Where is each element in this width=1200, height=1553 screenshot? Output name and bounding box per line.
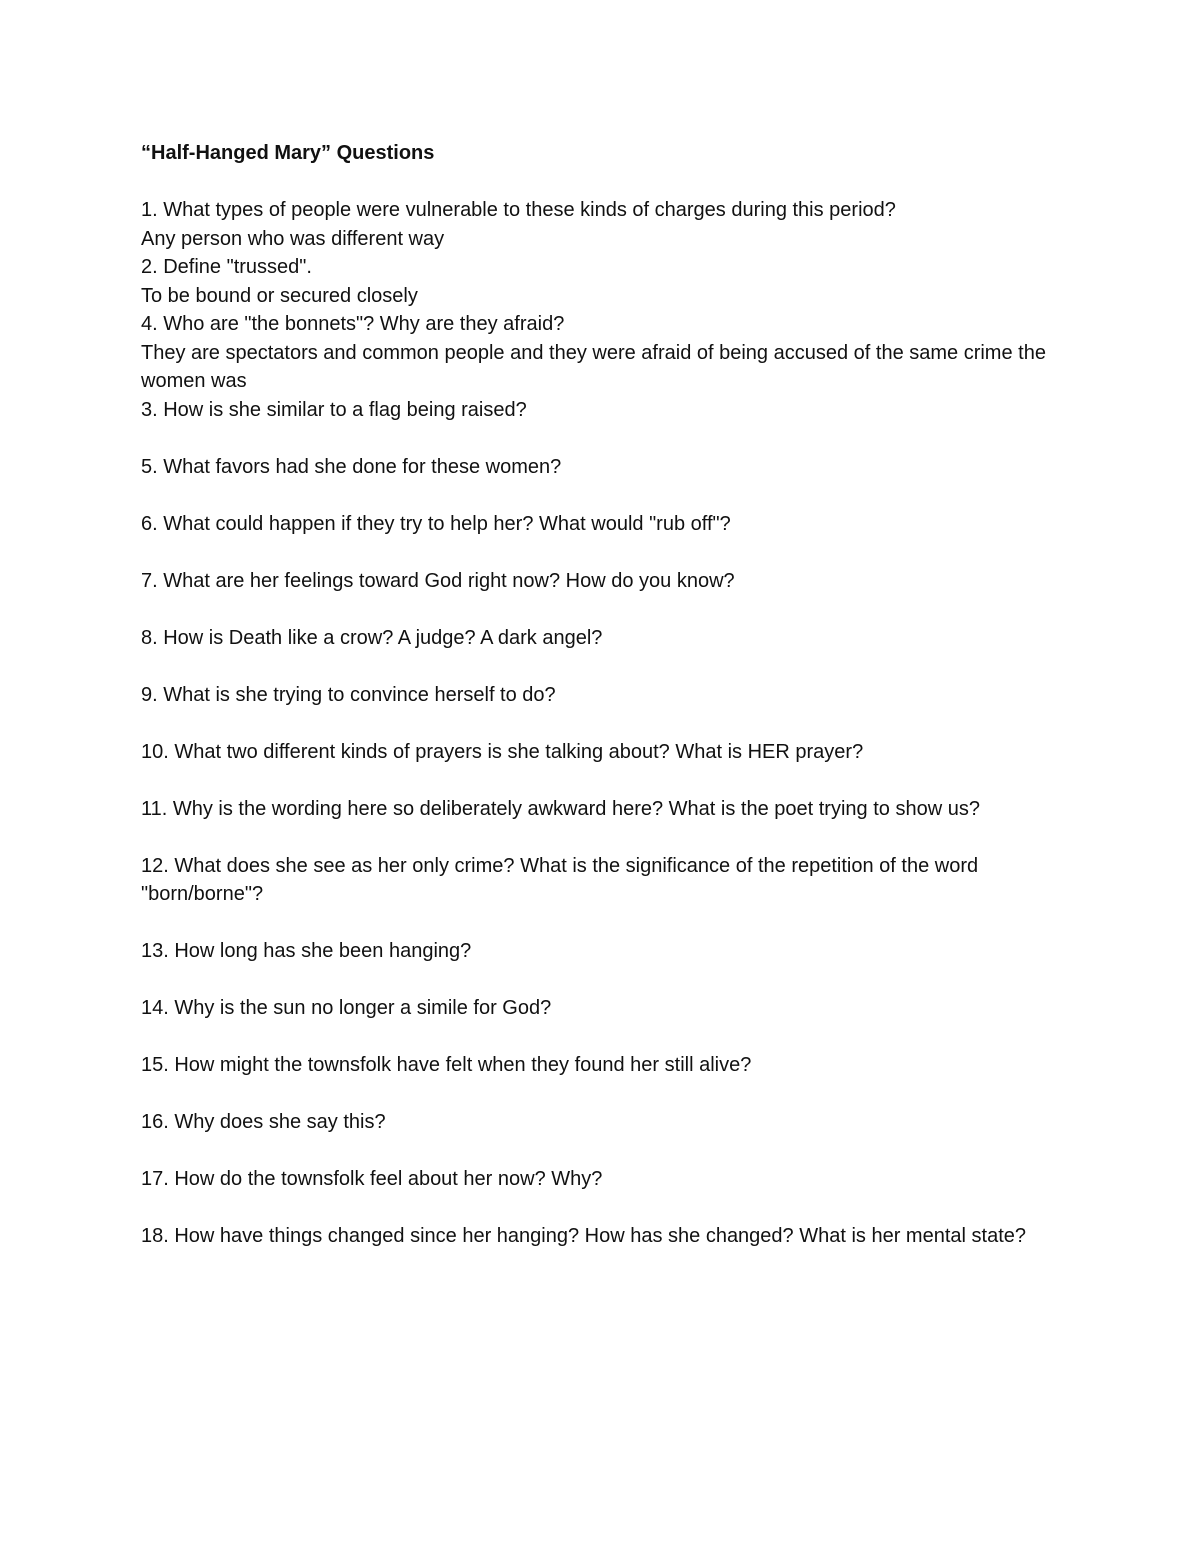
spacer [141,1080,1056,1109]
question-9: 9. What is she trying to convince herself to do? [141,683,556,706]
spacer [141,709,1056,738]
spacer [141,538,1056,567]
spacer [141,424,1056,453]
spacer [141,1023,1056,1052]
spacer [141,966,1056,995]
spacer [141,481,1056,510]
spacer [141,1137,1056,1166]
document-title: “Half-Hanged Mary” Questions [141,142,435,164]
spacer [141,766,1056,795]
question-11: 11. Why is the wording here so deliberately awkward here? What is the poet trying to show us? [141,797,980,820]
answer-4: They are spectators and common people and they were afraid of being accused of the same crime the women was [141,341,1046,392]
question-2: 2. Define "trussed". [141,256,312,278]
question-3: 3. How is she similar to a flag being raised? [141,398,527,421]
question-14: 14. Why is the sun no longer a simile for God? [141,997,552,1019]
spacer [141,595,1056,624]
question-17: 17. How do the townsfolk feel about her now? Why? [141,1168,603,1190]
spacer [141,909,1056,938]
question-12: 12. What does she see as her only crime? What is the significance of the repetition of the word "born/borne"? [141,854,979,905]
question-16: 16. Why does she say this? [141,1111,386,1133]
answer-2: To be bound or secured closely [141,284,418,307]
document-content [141,139,1056,1251]
question-1: 1. What types of people were vulnerable to these kinds of charges during this period? [141,199,896,221]
question-10: 10. What two different kinds of prayers is she talking about? What is HER prayer? [141,740,864,763]
question-4: 4. Who are "the bonnets"? Why are they afraid? [141,313,565,335]
question-5: 5. What favors had she done for these women? [141,455,562,478]
answer-1: Any person who was different way [141,227,445,250]
spacer [141,823,1056,852]
spacer [141,1194,1056,1223]
question-8: 8. How is Death like a crow? A judge? A dark angel? [141,626,603,649]
spacer [141,652,1056,681]
spacer [141,168,1056,197]
question-13: 13. How long has she been hanging? [141,940,472,962]
question-15: 15. How might the townsfolk have felt when they found her still alive? [141,1054,752,1076]
question-7: 7. What are her feelings toward God right now? How do you know? [141,569,735,592]
question-6: 6. What could happen if they try to help her? What would "rub off"? [141,512,731,535]
question-18: 18. How have things changed since her hanging? How has she changed? What is her mental state? [141,1225,1026,1247]
